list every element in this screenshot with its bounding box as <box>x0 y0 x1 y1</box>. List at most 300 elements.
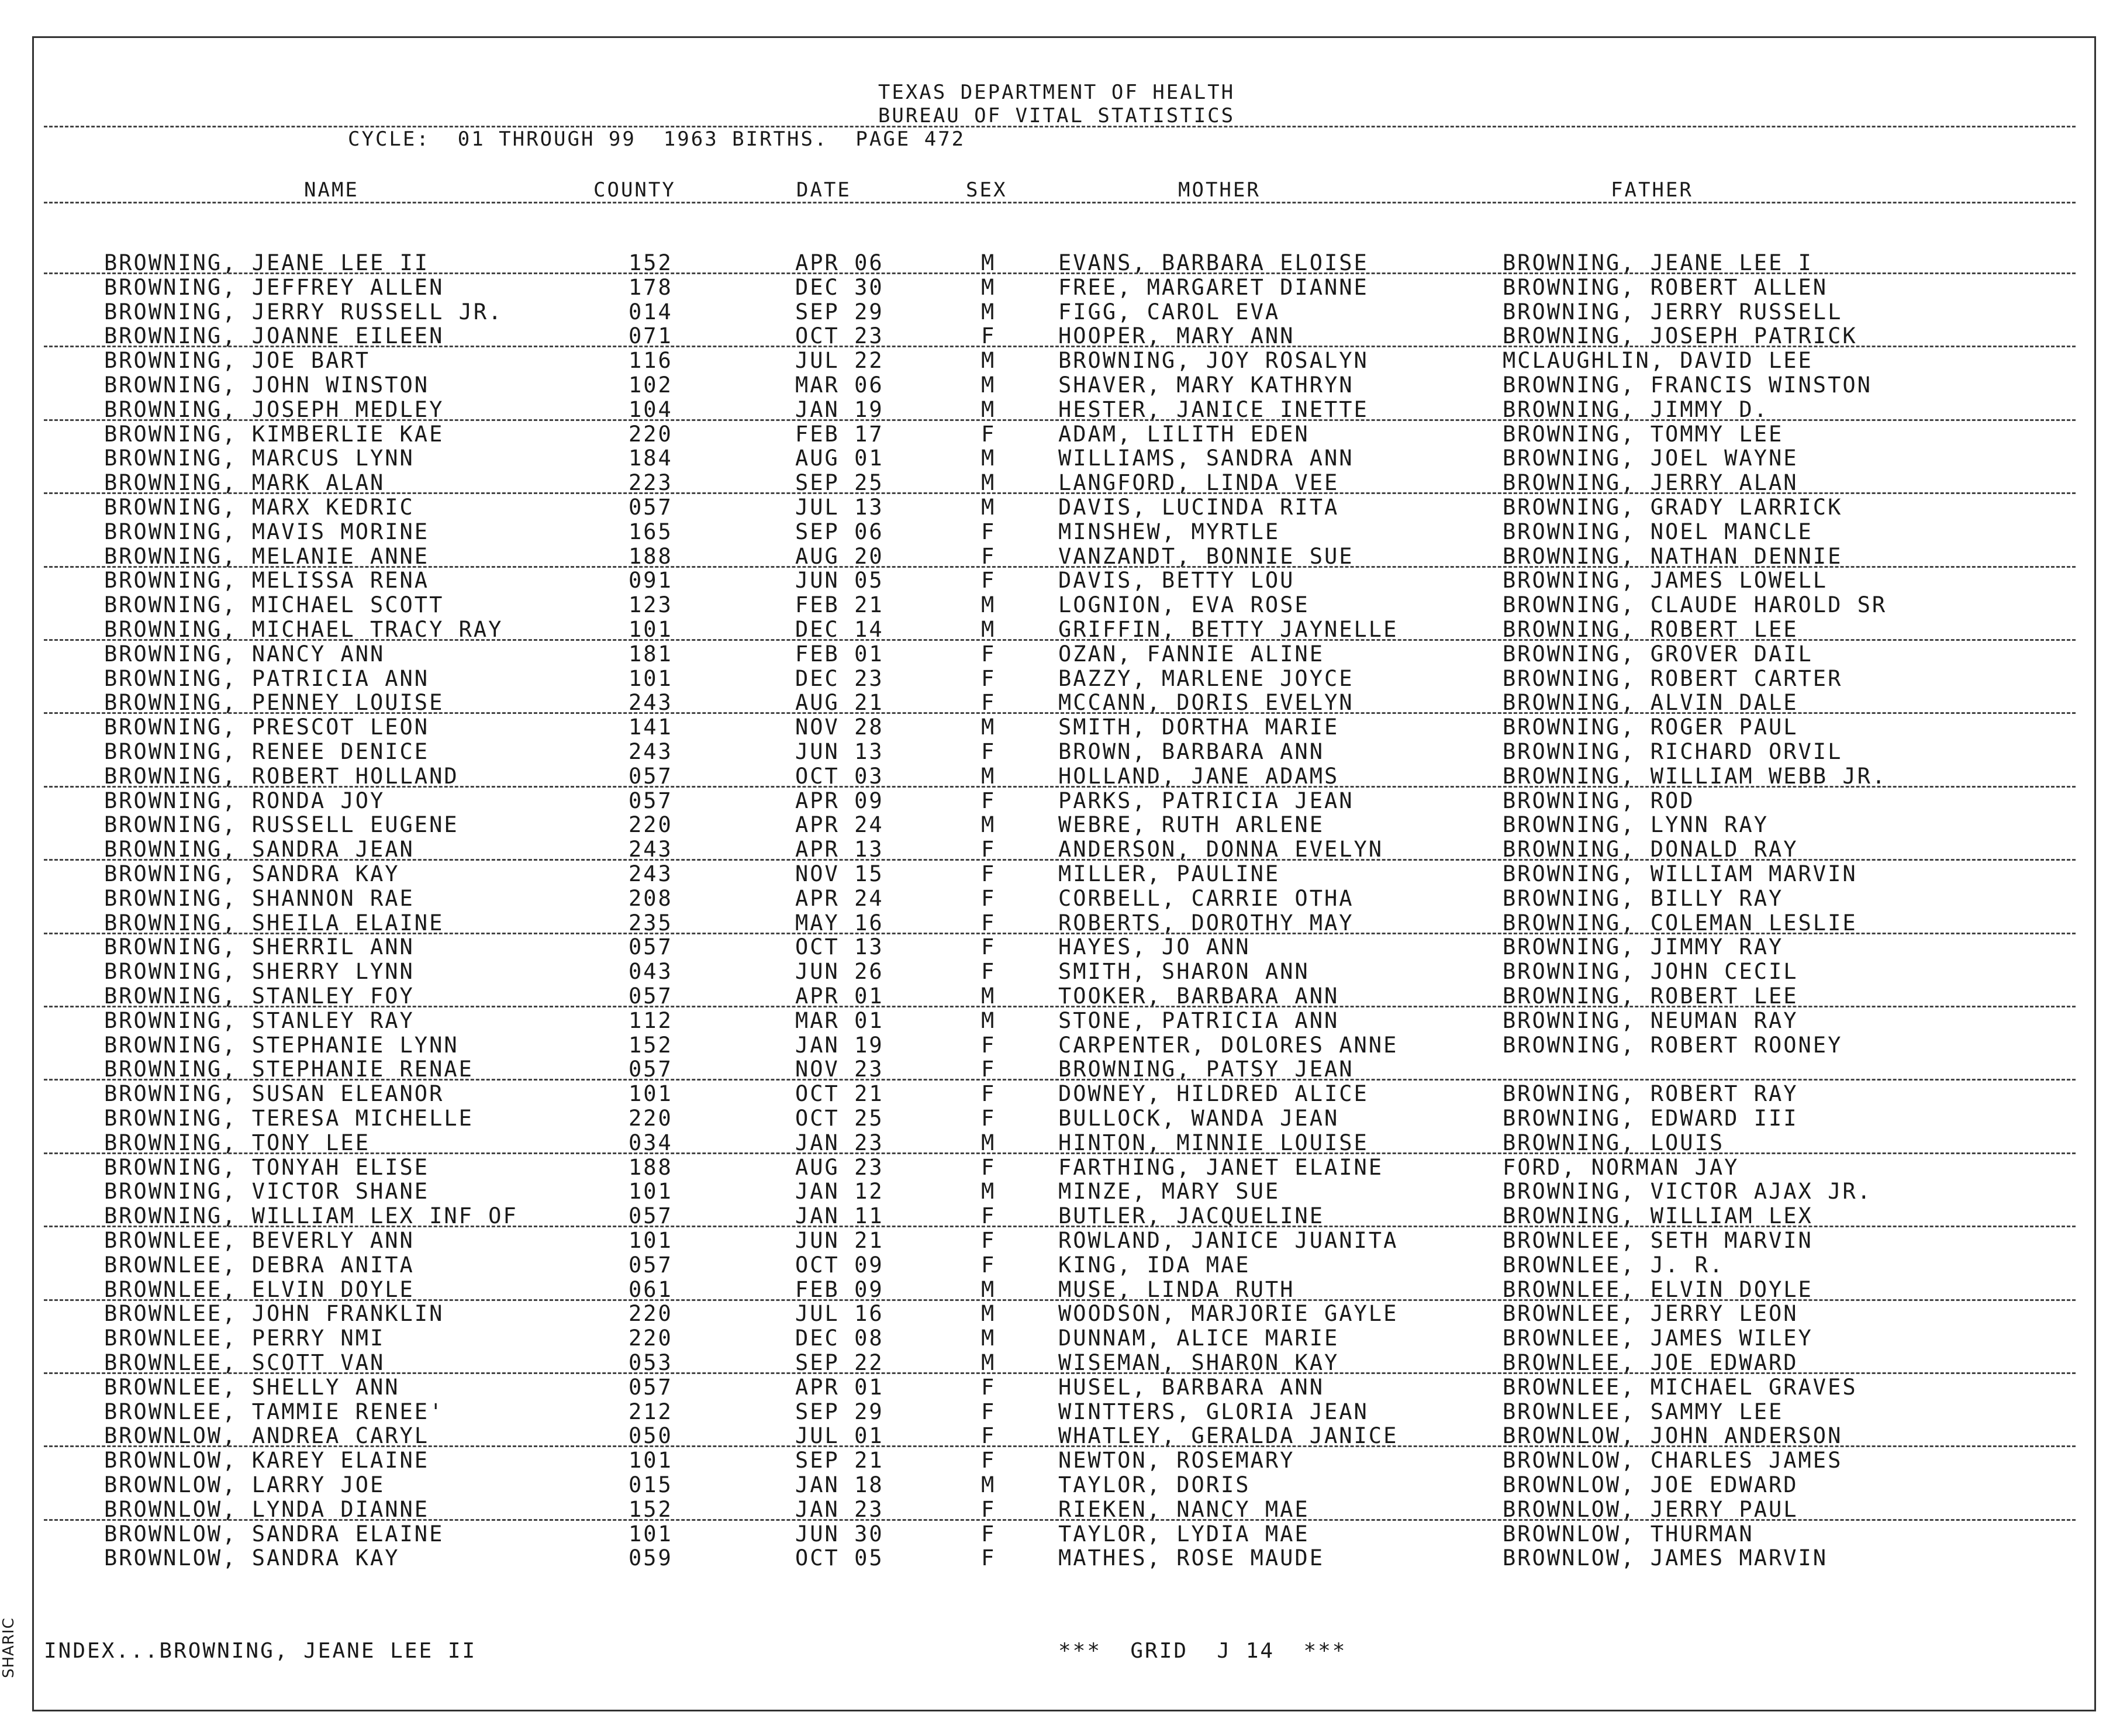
cell-county: 057 <box>629 934 673 960</box>
cell-name: BROWNING, STEPHANIE LYNN <box>104 1033 459 1058</box>
cell-father: BROWNING, LYNN RAY <box>1503 812 1769 837</box>
cell-sex: M <box>981 592 996 617</box>
cell-sex: M <box>981 812 996 837</box>
cell-name: BROWNING, MICHAEL SCOTT <box>104 592 444 617</box>
cell-date: SEP 06 <box>795 519 884 544</box>
cell-name: BROWNING, JEANE LEE II <box>104 250 430 275</box>
column-header-sex: SEX <box>966 178 1007 202</box>
cell-date: JUN 05 <box>795 568 884 593</box>
cell-date: APR 24 <box>795 812 884 837</box>
cell-name: BROWNLEE, SCOTT VAN <box>104 1350 385 1375</box>
cell-name: BROWNING, NANCY ANN <box>104 641 385 667</box>
cell-sex: M <box>981 275 996 300</box>
cell-name: BROWNLEE, TAMMIE RENEE' <box>104 1399 444 1424</box>
cell-father: BROWNLOW, JOE EDWARD <box>1503 1472 1798 1497</box>
cell-mother: WOODSON, MARJORIE GAYLE <box>1058 1301 1399 1326</box>
cell-mother: KING, IDA MAE <box>1058 1252 1251 1278</box>
cell-county: 184 <box>629 446 673 471</box>
cell-date: DEC 08 <box>795 1326 884 1351</box>
cell-name: BROWNING, MARCUS LYNN <box>104 446 415 471</box>
cell-mother: LOGNION, EVA ROSE <box>1058 592 1310 617</box>
cell-mother: MCCANN, DORIS EVELYN <box>1058 690 1354 715</box>
cell-father: BROWNING, JEANE LEE I <box>1503 250 1813 275</box>
cell-date: OCT 21 <box>795 1081 884 1106</box>
cell-sex: F <box>981 323 996 348</box>
cell-father: BROWNLOW, CHARLES JAMES <box>1503 1448 1843 1473</box>
cell-name: BROWNING, MARX KEDRIC <box>104 495 415 520</box>
cell-sex: M <box>981 617 996 642</box>
cell-father: BROWNING, JERRY RUSSELL <box>1503 299 1843 325</box>
cell-county: 116 <box>629 348 673 373</box>
cell-county: 057 <box>629 1252 673 1278</box>
index-footer: INDEX...BROWNING, JEANE LEE II <box>44 1639 477 1663</box>
cell-county: 243 <box>629 861 673 886</box>
cell-mother: FREE, MARGARET DIANNE <box>1058 275 1369 300</box>
cell-father: MCLAUGHLIN, DAVID LEE <box>1503 348 1813 373</box>
cell-sex: F <box>981 422 996 447</box>
cell-mother: HOOPER, MARY ANN <box>1058 323 1295 348</box>
cell-father: BROWNLEE, J. R. <box>1503 1252 1725 1278</box>
cell-father: BROWNING, ROBERT LEE <box>1503 983 1798 1009</box>
cell-father: BROWNING, JOHN CECIL <box>1503 959 1798 984</box>
row-separator-rule <box>44 712 2076 714</box>
cell-name: BROWNING, STANLEY RAY <box>104 1008 415 1033</box>
row-separator-rule <box>44 1152 2076 1154</box>
cell-name: BROWNLEE, SHELLY ANN <box>104 1375 400 1400</box>
cell-mother: SHAVER, MARY KATHRYN <box>1058 372 1354 398</box>
cell-county: 043 <box>629 959 673 984</box>
cell-county: 220 <box>629 422 673 447</box>
cell-date: APR 13 <box>795 837 884 862</box>
cell-sex: M <box>981 1350 996 1375</box>
cell-father: BROWNLEE, MICHAEL GRAVES <box>1503 1375 1857 1400</box>
cell-father: BROWNING, GRADY LARRICK <box>1503 495 1843 520</box>
cell-date: DEC 14 <box>795 617 884 642</box>
column-header-date: DATE <box>796 178 851 202</box>
cell-mother: VANZANDT, BONNIE SUE <box>1058 544 1354 569</box>
cell-date: SEP 25 <box>795 470 884 495</box>
cell-father: BROWNING, RICHARD ORVIL <box>1503 739 1843 764</box>
cell-date: FEB 09 <box>795 1277 884 1302</box>
cell-name: BROWNING, JEFFREY ALLEN <box>104 275 444 300</box>
cell-date: JAN 18 <box>795 1472 884 1497</box>
cell-name: BROWNING, SANDRA JEAN <box>104 837 415 862</box>
cell-father: BROWNLOW, JERRY PAUL <box>1503 1497 1798 1522</box>
cell-father: BROWNING, ROBERT ALLEN <box>1503 275 1828 300</box>
cell-mother: BUTLER, JACQUELINE <box>1058 1203 1324 1228</box>
cell-date: SEP 21 <box>795 1448 884 1473</box>
cell-sex: F <box>981 1497 996 1522</box>
cell-father: BROWNING, JERRY ALAN <box>1503 470 1798 495</box>
cell-mother: MINSHEW, MYRTLE <box>1058 519 1280 544</box>
cell-date: JUN 13 <box>795 739 884 764</box>
cell-county: 101 <box>629 1179 673 1204</box>
cell-date: APR 01 <box>795 1375 884 1400</box>
cell-county: 141 <box>629 715 673 740</box>
cell-name: BROWNLEE, BEVERLY ANN <box>104 1228 415 1253</box>
cell-mother: FIGG, CAROL EVA <box>1058 299 1280 325</box>
cell-date: JAN 23 <box>795 1497 884 1522</box>
cell-sex: F <box>981 1155 996 1180</box>
cell-sex: F <box>981 519 996 544</box>
cell-mother: HUSEL, BARBARA ANN <box>1058 1375 1324 1400</box>
cell-name: BROWNING, KIMBERLIE KAE <box>104 422 444 447</box>
cell-father: BROWNING, JOSEPH PATRICK <box>1503 323 1857 348</box>
cell-mother: TAYLOR, DORIS <box>1058 1472 1251 1497</box>
cell-county: 220 <box>629 1106 673 1131</box>
cell-sex: F <box>981 1252 996 1278</box>
cycle-line: CYCLE: 01 THROUGH 99 1963 BIRTHS. PAGE 472 <box>348 127 966 151</box>
grid-footer: *** GRID J 14 *** <box>1058 1639 1347 1663</box>
cell-father: BROWNING, DONALD RAY <box>1503 837 1798 862</box>
cell-name: BROWNING, JOHN WINSTON <box>104 372 430 398</box>
cell-name: BROWNING, STEPHANIE RENAE <box>104 1057 474 1082</box>
cell-county: 057 <box>629 983 673 1009</box>
cell-date: FEB 01 <box>795 641 884 667</box>
cell-father: BROWNING, NEUMAN RAY <box>1503 1008 1798 1033</box>
cell-sex: F <box>981 1448 996 1473</box>
cell-name: BROWNLOW, ANDREA CARYL <box>104 1423 430 1448</box>
cell-sex: F <box>981 641 996 667</box>
cell-mother: ROWLAND, JANICE JUANITA <box>1058 1228 1399 1253</box>
cell-date: MAR 06 <box>795 372 884 398</box>
row-separator-rule <box>44 786 2076 788</box>
cell-mother: WHATLEY, GERALDA JANICE <box>1058 1423 1399 1448</box>
column-header-county: COUNTY <box>593 178 676 202</box>
cell-date: JUL 13 <box>795 495 884 520</box>
cell-sex: F <box>981 910 996 936</box>
cell-mother: WISEMAN, SHARON KAY <box>1058 1350 1339 1375</box>
cell-sex: F <box>981 1033 996 1058</box>
cell-sex: F <box>981 788 996 813</box>
cell-mother: SMITH, DORTHA MARIE <box>1058 715 1339 740</box>
cell-county: 235 <box>629 910 673 936</box>
row-separator-rule <box>44 1226 2076 1227</box>
cell-county: 188 <box>629 544 673 569</box>
cell-county: 123 <box>629 592 673 617</box>
cell-county: 223 <box>629 470 673 495</box>
cell-county: 057 <box>629 1203 673 1228</box>
cell-mother: PARKS, PATRICIA JEAN <box>1058 788 1354 813</box>
cell-date: JAN 11 <box>795 1203 884 1228</box>
cell-name: BROWNLEE, ELVIN DOYLE <box>104 1277 415 1302</box>
cell-sex: F <box>981 690 996 715</box>
cell-county: 212 <box>629 1399 673 1424</box>
cell-sex: M <box>981 446 996 471</box>
cell-name: BROWNLEE, PERRY NMI <box>104 1326 385 1351</box>
cell-sex: F <box>981 1081 996 1106</box>
side-label: SHARIC <box>0 1617 18 1678</box>
cell-date: OCT 03 <box>795 764 884 789</box>
cell-county: 101 <box>629 1521 673 1547</box>
cell-name: BROWNING, MELANIE ANNE <box>104 544 430 569</box>
cell-father: BROWNLEE, SETH MARVIN <box>1503 1228 1813 1253</box>
cell-name: BROWNING, SHERRIL ANN <box>104 934 415 960</box>
cell-county: 050 <box>629 1423 673 1448</box>
cell-date: NOV 15 <box>795 861 884 886</box>
cell-mother: MATHES, ROSE MAUDE <box>1058 1545 1324 1571</box>
cell-county: 034 <box>629 1130 673 1155</box>
cell-name: BROWNING, MAVIS MORINE <box>104 519 430 544</box>
cell-mother: EVANS, BARBARA ELOISE <box>1058 250 1369 275</box>
cell-county: 220 <box>629 812 673 837</box>
cell-date: OCT 25 <box>795 1106 884 1131</box>
cell-county: 152 <box>629 1497 673 1522</box>
cell-county: 112 <box>629 1008 673 1033</box>
cell-father: BROWNING, GROVER DAIL <box>1503 641 1813 667</box>
cell-mother: MUSE, LINDA RUTH <box>1058 1277 1295 1302</box>
row-separator-rule <box>44 419 2076 421</box>
cell-mother: DUNNAM, ALICE MARIE <box>1058 1326 1339 1351</box>
cell-sex: F <box>981 1521 996 1547</box>
cell-county: 243 <box>629 837 673 862</box>
cell-father: BROWNING, ROBERT ROONEY <box>1503 1033 1843 1058</box>
cell-county: 101 <box>629 1448 673 1473</box>
cell-sex: M <box>981 1008 996 1033</box>
cell-county: 152 <box>629 1033 673 1058</box>
cell-county: 059 <box>629 1545 673 1571</box>
cell-name: BROWNING, STANLEY FOY <box>104 983 415 1009</box>
cell-name: BROWNLOW, SANDRA KAY <box>104 1545 400 1571</box>
cell-name: BROWNING, TONY LEE <box>104 1130 370 1155</box>
cell-date: JAN 19 <box>795 1033 884 1058</box>
cell-sex: F <box>981 1423 996 1448</box>
cell-mother: BROWNING, PATSY JEAN <box>1058 1057 1354 1082</box>
cell-name: BROWNLEE, JOHN FRANKLIN <box>104 1301 444 1326</box>
row-separator-rule <box>44 272 2076 274</box>
cell-sex: F <box>981 544 996 569</box>
cell-date: JUN 30 <box>795 1521 884 1547</box>
cell-sex: M <box>981 397 996 422</box>
cell-sex: M <box>981 1130 996 1155</box>
cell-county: 181 <box>629 641 673 667</box>
cell-name: BROWNING, ROBERT HOLLAND <box>104 764 459 789</box>
cell-father: BROWNING, CLAUDE HAROLD SR <box>1503 592 1887 617</box>
cell-date: JUL 22 <box>795 348 884 373</box>
cell-father: FORD, NORMAN JAY <box>1503 1155 1739 1180</box>
cell-county: 057 <box>629 764 673 789</box>
cell-county: 014 <box>629 299 673 325</box>
cell-name: BROWNING, TERESA MICHELLE <box>104 1106 474 1131</box>
cell-mother: BAZZY, MARLENE JOYCE <box>1058 666 1354 691</box>
cell-father: BROWNING, NATHAN DENNIE <box>1503 544 1843 569</box>
cell-father: BROWNLEE, JOE EDWARD <box>1503 1350 1798 1375</box>
cell-mother: RIEKEN, NANCY MAE <box>1058 1497 1310 1522</box>
row-separator-rule <box>44 492 2076 494</box>
header-department: TEXAS DEPARTMENT OF HEALTH <box>878 81 1235 104</box>
cell-name: BROWNLOW, KAREY ELAINE <box>104 1448 430 1473</box>
cell-date: APR 24 <box>795 886 884 911</box>
cell-sex: F <box>981 861 996 886</box>
cell-county: 102 <box>629 372 673 398</box>
cell-mother: NEWTON, ROSEMARY <box>1058 1448 1295 1473</box>
cell-sex: M <box>981 1326 996 1351</box>
cell-mother: CARPENTER, DOLORES ANNE <box>1058 1033 1399 1058</box>
cell-county: 188 <box>629 1155 673 1180</box>
cell-father: BROWNING, JIMMY RAY <box>1503 934 1784 960</box>
cell-date: JAN 19 <box>795 397 884 422</box>
cell-name: BROWNLOW, LARRY JOE <box>104 1472 385 1497</box>
row-separator-rule <box>44 1445 2076 1447</box>
cell-father: BROWNING, VICTOR AJAX JR. <box>1503 1179 1872 1204</box>
cell-county: 061 <box>629 1277 673 1302</box>
cell-sex: F <box>981 1228 996 1253</box>
cell-mother: DAVIS, BETTY LOU <box>1058 568 1295 593</box>
cell-county: 178 <box>629 275 673 300</box>
cell-mother: DAVIS, LUCINDA RITA <box>1058 495 1339 520</box>
cell-date: FEB 17 <box>795 422 884 447</box>
cell-name: BROWNING, MICHAEL TRACY RAY <box>104 617 503 642</box>
cell-sex: F <box>981 1203 996 1228</box>
cell-name: BROWNING, SHERRY LYNN <box>104 959 415 984</box>
cell-mother: ROBERTS, DOROTHY MAY <box>1058 910 1354 936</box>
cell-date: AUG 23 <box>795 1155 884 1180</box>
cell-father: BROWNING, ROD <box>1503 788 1695 813</box>
cell-county: 220 <box>629 1326 673 1351</box>
cell-name: BROWNING, JOE BART <box>104 348 370 373</box>
cell-sex: M <box>981 372 996 398</box>
cell-sex: F <box>981 666 996 691</box>
cell-father: BROWNING, JAMES LOWELL <box>1503 568 1828 593</box>
cell-date: FEB 21 <box>795 592 884 617</box>
cell-sex: F <box>981 959 996 984</box>
cell-father: BROWNING, WILLIAM WEBB JR. <box>1503 764 1887 789</box>
cell-father: BROWNING, JOEL WAYNE <box>1503 446 1798 471</box>
cell-mother: GRIFFIN, BETTY JAYNELLE <box>1058 617 1399 642</box>
cell-mother: HOLLAND, JANE ADAMS <box>1058 764 1339 789</box>
cell-mother: BULLOCK, WANDA JEAN <box>1058 1106 1339 1131</box>
cell-date: OCT 23 <box>795 323 884 348</box>
cell-father: BROWNING, EDWARD III <box>1503 1106 1798 1131</box>
cell-name: BROWNING, WILLIAM LEX INF OF <box>104 1203 518 1228</box>
cell-mother: HAYES, JO ANN <box>1058 934 1251 960</box>
cell-sex: F <box>981 1545 996 1571</box>
cell-father: BROWNLEE, JAMES WILEY <box>1503 1326 1813 1351</box>
cell-county: 057 <box>629 788 673 813</box>
cell-name: BROWNING, JERRY RUSSELL JR. <box>104 299 503 325</box>
cell-name: BROWNING, SHANNON RAE <box>104 886 415 911</box>
cell-date: DEC 23 <box>795 666 884 691</box>
cell-sex: M <box>981 764 996 789</box>
cell-father: BROWNING, ROBERT RAY <box>1503 1081 1798 1106</box>
cell-mother: TAYLOR, LYDIA MAE <box>1058 1521 1310 1547</box>
cell-mother: CORBELL, CARRIE OTHA <box>1058 886 1354 911</box>
cell-name: BROWNLOW, SANDRA ELAINE <box>104 1521 444 1547</box>
cell-county: 101 <box>629 666 673 691</box>
cell-sex: M <box>981 1277 996 1302</box>
row-separator-rule <box>44 1006 2076 1007</box>
cell-mother: SMITH, SHARON ANN <box>1058 959 1310 984</box>
cell-county: 152 <box>629 250 673 275</box>
cell-sex: M <box>981 1179 996 1204</box>
cell-name: BROWNING, SUSAN ELEANOR <box>104 1081 444 1106</box>
cell-name: BROWNING, RENEE DENICE <box>104 739 430 764</box>
row-separator-rule <box>44 1079 2076 1081</box>
cell-mother: FARTHING, JANET ELAINE <box>1058 1155 1384 1180</box>
cell-date: AUG 01 <box>795 446 884 471</box>
cell-sex: F <box>981 1399 996 1424</box>
cell-sex: F <box>981 934 996 960</box>
cell-date: OCT 13 <box>795 934 884 960</box>
cell-date: AUG 21 <box>795 690 884 715</box>
cell-date: JAN 12 <box>795 1179 884 1204</box>
cell-mother: WILLIAMS, SANDRA ANN <box>1058 446 1354 471</box>
cell-date: SEP 22 <box>795 1350 884 1375</box>
row-separator-rule <box>44 346 2076 347</box>
column-header-father: FATHER <box>1611 178 1693 202</box>
cell-date: JUL 01 <box>795 1423 884 1448</box>
cell-county: 057 <box>629 1057 673 1082</box>
cell-father: BROWNING, ALVIN DALE <box>1503 690 1798 715</box>
cell-mother: MILLER, PAULINE <box>1058 861 1280 886</box>
cell-sex: M <box>981 348 996 373</box>
cell-name: BROWNING, PRESCOT LEON <box>104 715 430 740</box>
cell-father: BROWNING, BILLY RAY <box>1503 886 1784 911</box>
cell-father: BROWNING, FRANCIS WINSTON <box>1503 372 1872 398</box>
cell-sex: M <box>981 470 996 495</box>
cell-date: JUL 16 <box>795 1301 884 1326</box>
cell-name: BROWNING, TONYAH ELISE <box>104 1155 430 1180</box>
cell-father: BROWNLEE, ELVIN DOYLE <box>1503 1277 1813 1302</box>
cell-name: BROWNING, JOANNE EILEEN <box>104 323 444 348</box>
cell-county: 057 <box>629 1375 673 1400</box>
column-header-rule <box>44 202 2076 203</box>
cell-county: 104 <box>629 397 673 422</box>
cell-date: SEP 29 <box>795 299 884 325</box>
cell-date: MAY 16 <box>795 910 884 936</box>
cell-mother: HESTER, JANICE INETTE <box>1058 397 1369 422</box>
cell-father: BROWNING, NOEL MANCLE <box>1503 519 1813 544</box>
header-bureau: BUREAU OF VITAL STATISTICS <box>878 104 1235 127</box>
cell-sex: M <box>981 250 996 275</box>
cell-sex: M <box>981 1301 996 1326</box>
cell-sex: M <box>981 495 996 520</box>
cell-date: MAR 01 <box>795 1008 884 1033</box>
cell-date: JAN 23 <box>795 1130 884 1155</box>
cell-father: BROWNLOW, THURMAN <box>1503 1521 1754 1547</box>
cell-father: BROWNLOW, JAMES MARVIN <box>1503 1545 1828 1571</box>
cell-date: NOV 28 <box>795 715 884 740</box>
cell-county: 101 <box>629 1228 673 1253</box>
cell-father: BROWNING, WILLIAM MARVIN <box>1503 861 1857 886</box>
column-header-name: NAME <box>304 178 359 202</box>
cell-mother: DOWNEY, HILDRED ALICE <box>1058 1081 1369 1106</box>
cell-father: BROWNING, ROGER PAUL <box>1503 715 1798 740</box>
cell-sex: F <box>981 837 996 862</box>
cell-mother: WINTTERS, GLORIA JEAN <box>1058 1399 1369 1424</box>
cell-father: BROWNING, ROBERT LEE <box>1503 617 1798 642</box>
cell-date: OCT 09 <box>795 1252 884 1278</box>
cell-sex: M <box>981 299 996 325</box>
cell-date: JUN 21 <box>795 1228 884 1253</box>
row-separator-rule <box>44 1519 2076 1521</box>
cell-county: 053 <box>629 1350 673 1375</box>
cell-date: NOV 23 <box>795 1057 884 1082</box>
cell-father: BROWNLEE, SAMMY LEE <box>1503 1399 1784 1424</box>
cell-county: 091 <box>629 568 673 593</box>
cell-name: BROWNING, MELISSA RENA <box>104 568 430 593</box>
cell-father: BROWNING, JIMMY D. <box>1503 397 1769 422</box>
cell-mother: BROWNING, JOY ROSALYN <box>1058 348 1369 373</box>
cell-mother: WEBRE, RUTH ARLENE <box>1058 812 1324 837</box>
row-separator-rule <box>44 639 2076 641</box>
cell-father: BROWNING, COLEMAN LESLIE <box>1503 910 1857 936</box>
cell-father: BROWNING, ROBERT CARTER <box>1503 666 1843 691</box>
cell-date: SEP 29 <box>795 1399 884 1424</box>
cell-name: BROWNING, SANDRA KAY <box>104 861 400 886</box>
cell-county: 243 <box>629 690 673 715</box>
cell-county: 057 <box>629 495 673 520</box>
